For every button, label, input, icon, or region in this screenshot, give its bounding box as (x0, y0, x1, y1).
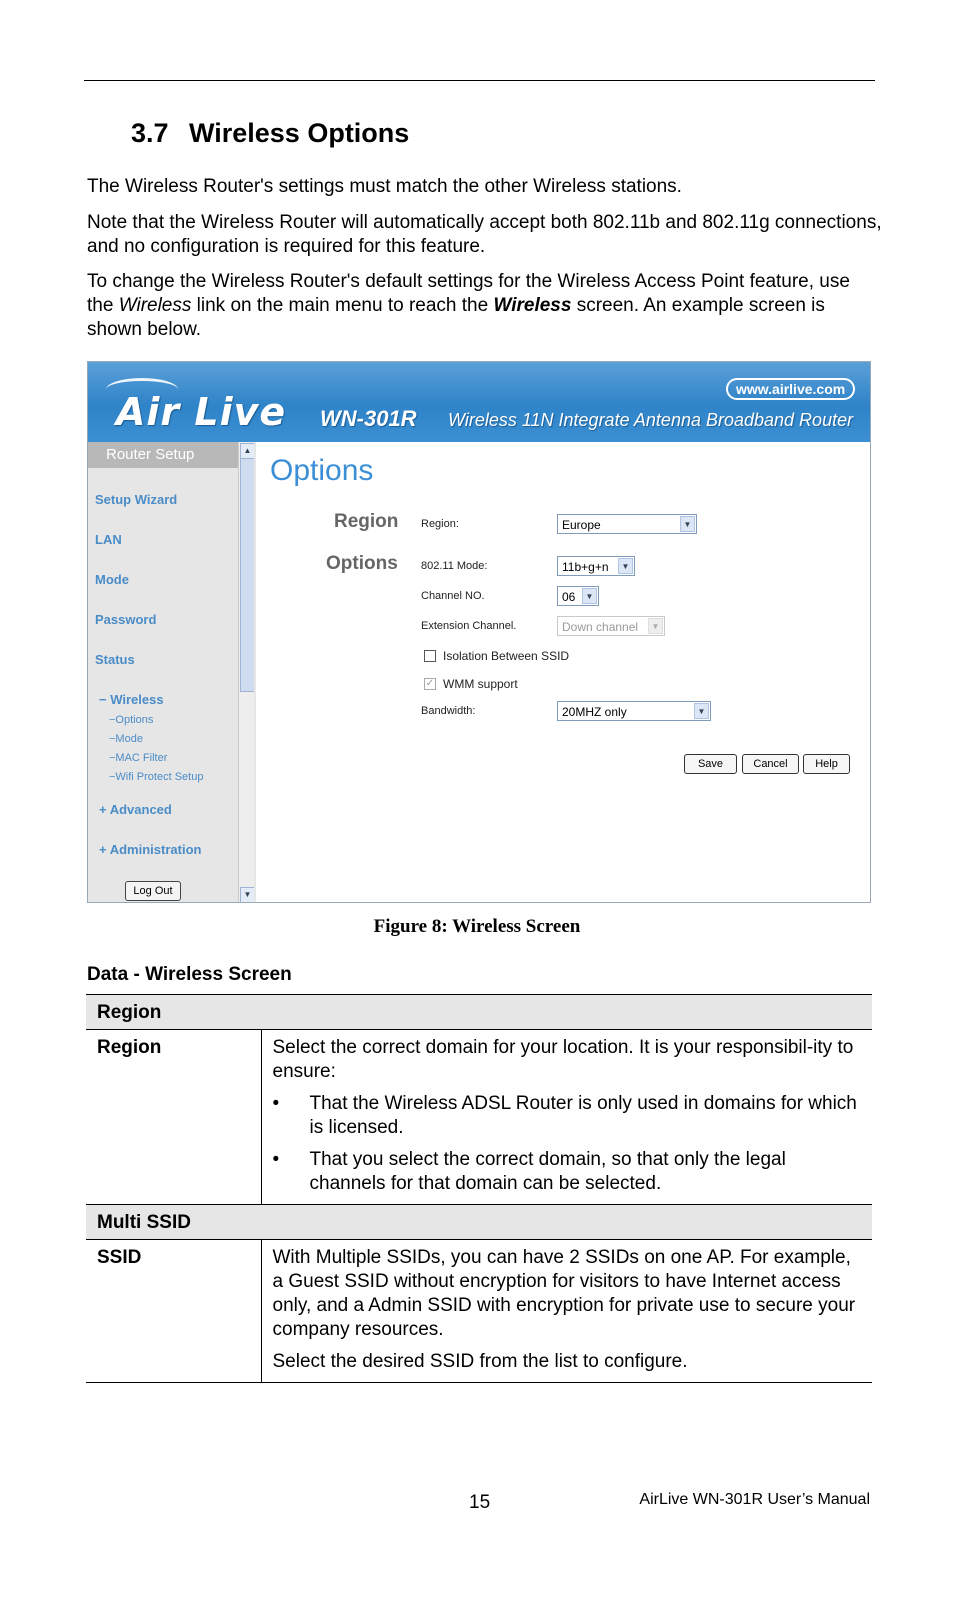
chevron-down-icon: ▼ (680, 516, 695, 532)
mode-select[interactable] (557, 556, 635, 576)
paragraph-3 (87, 270, 879, 342)
sidebar-sub-mac-filter[interactable]: −MAC Filter (109, 752, 168, 764)
bandwidth-select[interactable] (557, 701, 711, 721)
data-table-title: Data - Wireless Screen (87, 964, 292, 985)
region-section-header: Region (86, 995, 872, 1030)
bandwidth-value: 20MHZ only (562, 705, 627, 719)
save-button[interactable]: Save (684, 754, 737, 774)
region-description (261, 1030, 872, 1205)
wmm-checkbox: ✓ (425, 678, 435, 689)
router-sidebar (88, 442, 238, 903)
scroll-up-icon[interactable]: ▲ (240, 443, 255, 459)
ssid-term: SSID (86, 1240, 261, 1383)
section-number: 3.7 (131, 118, 169, 148)
help-button[interactable]: Help (803, 754, 850, 774)
sidebar-item-mode[interactable]: Mode (95, 572, 129, 587)
sidebar-item-setup-wizard[interactable]: Setup Wizard (95, 492, 178, 507)
manual-title: AirLive WN-301R User’s Manual (639, 1491, 870, 1508)
sidebar-item-administration[interactable]: + Administration (99, 842, 202, 857)
channel-value: 06 (562, 590, 576, 604)
ssid-description (261, 1240, 872, 1383)
wireless-link-text: Wireless (118, 295, 192, 316)
section-title: Wireless Options (189, 118, 410, 148)
region-term: Region (86, 1030, 261, 1205)
region-bullet-2: • That you select the correct domain, so that only the legal channels for that domain can be selected. (273, 1148, 863, 1196)
table-row (86, 1030, 872, 1205)
chevron-down-icon: ▼ (648, 618, 663, 634)
paragraph-1: The Wireless Router's settings must match the other Wireless stations. (87, 176, 682, 197)
chevron-down-icon: ▼ (618, 558, 633, 574)
multi-ssid-section-header: Multi SSID (86, 1205, 872, 1240)
product-tagline: Wireless 11N Integrate Antenna Broadband Router (448, 410, 854, 430)
paragraph-3-part-c: screen. An example screen is shown below. (87, 295, 825, 340)
options-page-title: Options (270, 454, 374, 487)
paragraph-3-part-a: To change the Wireless Router's default settings for the Wireless Access Point feature, use the (87, 271, 850, 316)
region-value: Europe (562, 518, 601, 532)
sidebar-item-password[interactable]: Password (95, 612, 157, 627)
sidebar-item-status[interactable]: Status (95, 652, 135, 667)
header-rule (84, 80, 875, 81)
sidebar-scrollbar[interactable] (238, 442, 255, 903)
group-label-options: Options (326, 553, 398, 574)
sidebar-header: Router Setup (88, 442, 238, 468)
mode-value: 11b+g+n (562, 560, 609, 574)
extension-channel-label: Extension Channel. (421, 620, 517, 632)
ssid-desc-text-2: Select the desired SSID from the list to configure. (272, 1351, 688, 1372)
sidebar-item-wireless[interactable]: − Wireless (99, 692, 164, 707)
isolation-label: Isolation Between SSID (443, 649, 570, 663)
region-select[interactable] (557, 514, 697, 534)
wireless-screen-text: Wireless (493, 295, 572, 316)
model-name: WN-301R (320, 406, 417, 431)
channel-label: Channel NO. (421, 590, 485, 602)
router-banner (88, 362, 871, 442)
figure-caption: Figure 8: Wireless Screen (373, 916, 581, 937)
paragraph-2: Note that the Wireless Router will automatically accept both 802.11b and 802.11g connections, and no configuration is required for this feature. (87, 212, 882, 257)
airlive-logo: Air Live (116, 390, 287, 434)
wmm-label: WMM support (443, 677, 518, 691)
sidebar-item-advanced[interactable]: + Advanced (99, 802, 172, 817)
scroll-down-icon[interactable]: ▼ (240, 887, 255, 903)
section-heading (131, 118, 409, 149)
paragraph-3-part-b: link on the main menu to reach the (191, 295, 494, 316)
region-desc-text: Select the correct domain for your location. It is your responsibil-ity to ensure: (272, 1037, 854, 1082)
logout-button[interactable]: Log Out (125, 881, 181, 901)
table-row (86, 1240, 872, 1383)
table-section-header (86, 1205, 872, 1240)
isolation-checkbox[interactable] (424, 650, 436, 662)
region-bullet-1: • That the Wireless ADSL Router is only used in domains for which is licensed. (273, 1092, 863, 1140)
chevron-down-icon: ▼ (582, 588, 597, 604)
website-badge[interactable]: www.airlive.com (726, 378, 855, 400)
sidebar-item-lan[interactable]: LAN (95, 532, 122, 547)
mode-label: 802.11 Mode: (421, 560, 488, 572)
data-table (86, 994, 872, 1383)
cancel-button[interactable]: Cancel (742, 754, 799, 774)
ssid-desc-text-1: With Multiple SSIDs, you can have 2 SSIDs on one AP. For example, a Guest SSID without encryption for visitors to have Internet access only, and a Admin SSID with encryption for private use to secure your company resources. (272, 1247, 856, 1340)
table-section-header (86, 995, 872, 1030)
region-label: Region: (421, 518, 459, 530)
chevron-down-icon: ▼ (694, 703, 709, 719)
sidebar-sub-wifi-protect-setup[interactable]: −Wifi Protect Setup (109, 771, 204, 783)
extension-channel-value: Down channel (562, 620, 639, 634)
channel-select[interactable] (557, 586, 599, 606)
sidebar-sub-mode[interactable]: −Mode (109, 733, 143, 745)
content-divider (254, 442, 256, 903)
page-number: 15 (469, 1492, 491, 1513)
scroll-thumb[interactable] (240, 458, 255, 692)
extension-channel-select (557, 616, 665, 636)
bandwidth-label: Bandwidth: (421, 705, 476, 717)
router-screenshot (87, 361, 871, 903)
group-label-region: Region (334, 511, 399, 532)
sidebar-sub-options[interactable]: −Options (109, 714, 154, 726)
